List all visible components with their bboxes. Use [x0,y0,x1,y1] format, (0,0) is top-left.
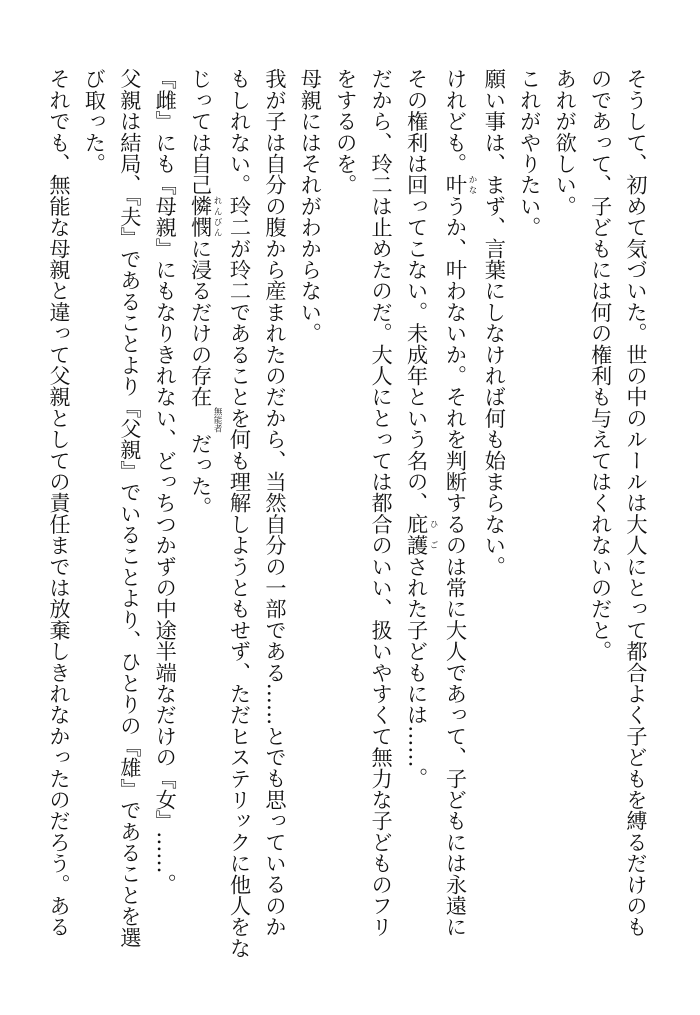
text-line [512,68,547,968]
text-run: だから、玲二は止めたのだ。大人にとっては都合のいい、扱いやすくて無力な子どものフリ [369,68,395,938]
ruby-annotation [404,513,439,556]
text-run: 母親にはそれがわからない。 [298,68,324,344]
vertical-text-block [42,68,654,968]
text-run: 『雌』にも『母親』にもなりきれない、どっちつかずの中途半端なだけの『女』……。 [153,68,179,895]
ruby-base: 憐憫 [188,195,214,238]
ruby-annotation [443,174,477,196]
ruby-base: 叶 [443,174,469,196]
text-run: 願い事は、まず、言葉にしなければ何も始まらない。 [482,68,508,577]
text-line [148,68,183,968]
text-line [328,68,363,968]
text-run: それでも、無能な母親と違って父親としての責任までは放棄しきれなかったのだろう。ある [47,68,72,938]
text-run: けれども。 [443,68,469,174]
text-run: うか、叶わないか。それを判断するのは常に大人であって、子どもには永遠に [443,195,469,938]
text-line [399,68,438,968]
ruby-reading: ひご [428,513,439,556]
text-line [77,68,112,968]
text-line [222,68,257,968]
text-line [477,68,512,968]
ruby-reading: かな [466,174,477,196]
text-line [364,68,399,968]
text-run: これがやりたい。 [517,68,543,238]
text-run: もしれない。玲二が玲二であることを何も理解しようともせず、ただヒステリックに他人をな [227,68,253,959]
text-line [583,68,618,968]
text-run: そうして、初めて気づいた。世の中のルールは大人にとって都合よく子どもを縛るだけのも [624,68,649,938]
text-run: 父親は結局、『夫』であることより『父親』でいることより、ひとりの『雄』であることを選 [117,68,143,948]
text-line [112,68,147,968]
text-run: に浸るだけの存在 [188,237,214,408]
text-line [619,68,654,968]
ruby-reading: 無能者 [212,407,223,433]
ruby-base: 庇護 [404,513,430,556]
text-run: だった。 [188,432,214,518]
text-run: された子どもには……。 [404,555,430,789]
text-run: のであって、子どもには何の権利も与えてはくれないのだと。 [588,68,614,662]
ruby-reading: れんびん [212,195,223,238]
text-line [258,68,293,968]
text-line [438,68,477,968]
text-line [548,68,583,968]
ruby-annotation [189,407,223,433]
text-run: じっては自己 [188,68,214,196]
text-line [183,68,222,968]
text-run: 我が子は自分の腹から産まれたのだから、当然自分の一部である……とでも思っているのか [262,68,288,938]
text-run: その権利は回ってこない。未成年という名の、 [404,68,430,514]
ruby-annotation [188,195,223,238]
text-run: び取った。 [82,68,108,174]
text-line [293,68,328,968]
text-run: あれが欲しい。 [553,68,579,217]
text-line [42,68,77,968]
text-run: をするのを。 [333,68,359,196]
